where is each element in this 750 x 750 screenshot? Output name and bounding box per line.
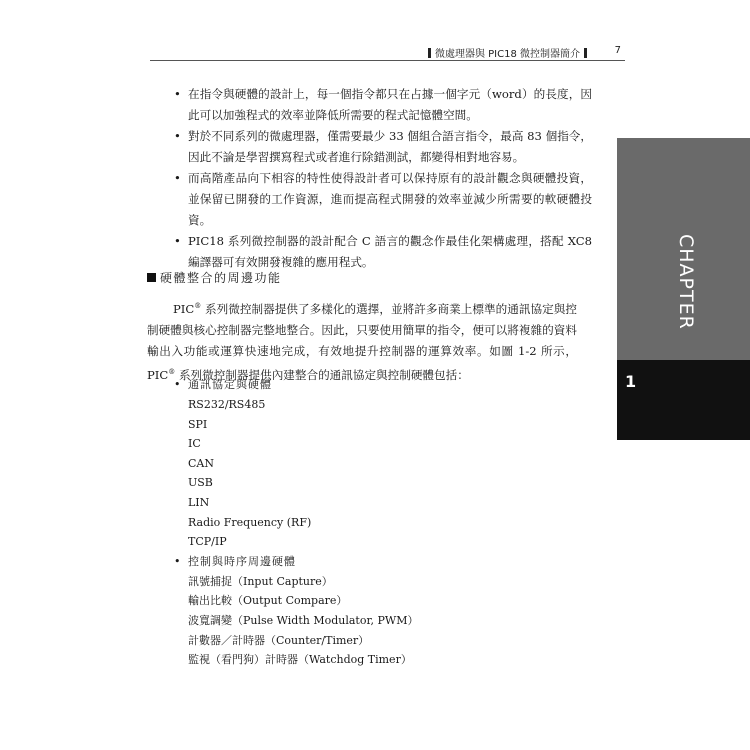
intro-bullet: • 而高階產品向下相容的特性使得設計者可以保持原有的設計觀念與硬體投資，並保留已開發的工作資源，進而提高程式開發的效率並減少所需要的軟硬體投資。 <box>172 168 592 231</box>
chapter-label: CHAPTER <box>675 234 697 330</box>
para-text-2: 系列微控制器提供了多樣化的選擇，並將許多商業上標準的通訊協定與控制硬體與核心控制器完整地整合。因此，只要使用簡單的指令，便可以將複雜的資料輸出入功能或運算快速地完成，有效地提升控制器的運算效率。如圖 1-2 所示，PIC <box>147 301 577 382</box>
registered-mark: ® <box>194 302 202 310</box>
feature-item: 監視（看門狗）計時器（Watchdog Timer） <box>188 653 412 667</box>
feature-item: LIN <box>188 495 210 509</box>
para-text-1: PIC <box>173 301 195 316</box>
feature-item: TCP/IP <box>188 535 227 549</box>
feature-item: 波寬調變（Pulse Width Modulator, PWM） <box>188 613 419 627</box>
intro-bullet: • PIC18 系列微控制器的設計配合 C 語言的觀念作最佳化架構處理，搭配 XC8 編譯器可有效開發複雜的應用程式。 <box>172 231 592 273</box>
feature-list <box>174 375 574 670</box>
intro-bullets-block <box>172 84 592 273</box>
chapter-side-tab <box>617 138 750 440</box>
feature-item: 計數器／計時器（Counter/Timer） <box>188 633 370 647</box>
intro-bullet: • 在指令與硬體的設計上，每一個指令都只在占據一個字元（word）的長度，因此可以加強程式的效率並降低所需要的程式記憶體空間。 <box>172 84 592 126</box>
intro-bullet-list <box>172 84 592 273</box>
feature-category: • 控制與時序周邊硬體 <box>174 552 574 572</box>
feature-item: USB <box>188 476 213 490</box>
header-title-wrap <box>424 45 591 60</box>
header-bar-left <box>428 48 431 58</box>
section-heading <box>147 268 282 288</box>
registered-mark: ® <box>168 367 176 376</box>
feature-item: SPI <box>188 417 208 431</box>
header-title: 微處理器與 PIC18 微控制器簡介 <box>434 49 580 60</box>
header-bar-right <box>584 48 587 58</box>
feature-item: 輸出比較（Output Compare） <box>188 594 348 608</box>
section-heading-text: 硬體整合的周邊功能 <box>160 271 282 285</box>
feature-item: Radio Frequency (RF) <box>188 515 312 529</box>
chapter-number-block <box>617 360 750 440</box>
chapter-number: 1 <box>625 372 637 391</box>
section-paragraph <box>147 296 577 386</box>
running-header <box>150 44 625 61</box>
square-bullet-icon <box>147 273 156 282</box>
para-text-3: 系列微控制器提供內建整合的通訊協定與控制硬體包括： <box>175 367 469 382</box>
feature-item: 訊號捕捉（Input Capture） <box>188 574 333 588</box>
feature-item: RS232/RS485 <box>188 398 266 411</box>
intro-bullet: • 對於不同系列的微處理器，僅需要最少 33 個組合語言指令，最高 83 個指令，因此不論是學習撰寫程式或者進行除錯測試，都變得相對地容易。 <box>172 126 592 168</box>
feature-category: • 通訊協定與硬體 <box>174 375 574 395</box>
feature-item: CAN <box>188 456 214 470</box>
feature-item: IC <box>188 437 201 451</box>
page-number: 7 <box>614 45 621 56</box>
